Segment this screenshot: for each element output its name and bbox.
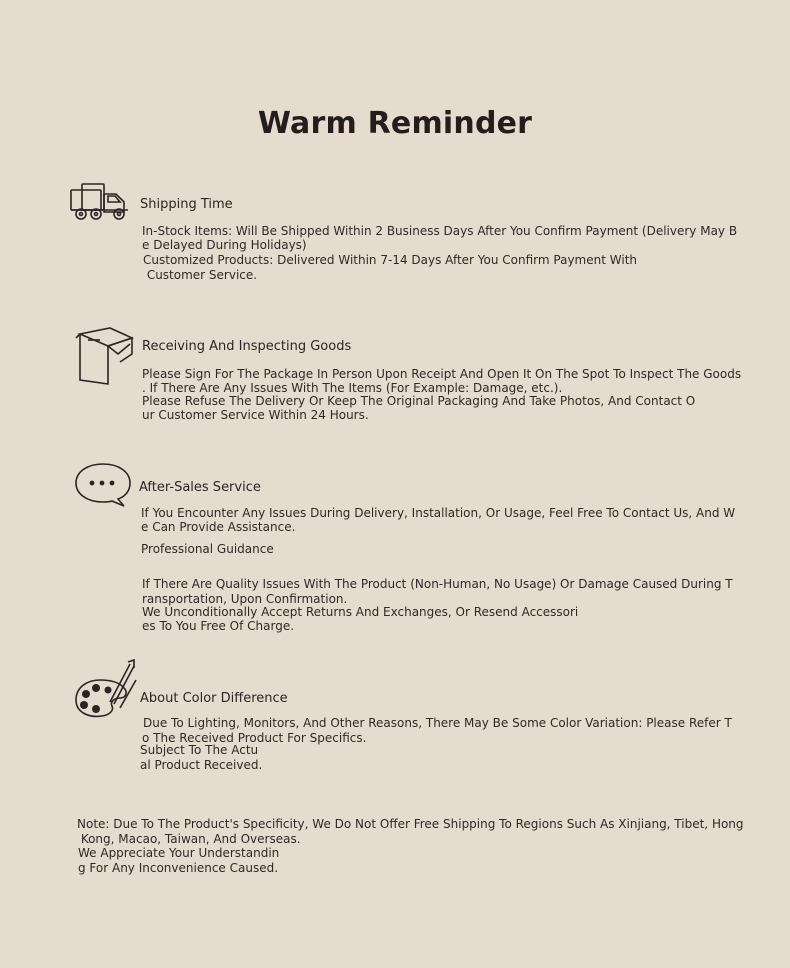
note-text-line: Note: Due To The Product's Specificity, We Do Not Offer Free Shipping To Regions Such As Xinjiang, Tibet, Hong [77,817,744,831]
note-text-line: Kong, Macao, Taiwan, And Overseas. [77,832,301,846]
section-heading: After-Sales Service [139,480,261,495]
section-text-line: Please Sign For The Package In Person Upon Receipt And Open It On The Spot To Inspect The Goods [142,367,742,381]
section-text-line: In-Stock Items: Will Be Shipped Within 2 Business Days After You Confirm Payment (Delivery May B [142,224,738,238]
section-text-line: ransportation, Upon Confirmation. [142,592,348,606]
section-text-line: Due To Lighting, Monitors, And Other Reasons, There May Be Some Color Variation: Please Refer T [143,716,732,730]
section-text-line: es To You Free Of Charge. [142,619,295,633]
section-text-line: If You Encounter Any Issues During Delivery, Installation, Or Usage, Feel Free To Contact Us, And W [141,506,736,520]
section-text-line: o The Received Product For Specifics. [142,731,367,745]
section-text-line: Customer Service. [143,268,258,282]
section-text-line: We Unconditionally Accept Returns And Exchanges, Or Resend Accessori [142,605,579,619]
section-text-line: e Can Provide Assistance. [141,520,296,534]
chat-bubble-icon [74,462,132,508]
section-text-line: e Delayed During Holidays) [142,238,307,252]
section-text-line: If There Are Quality Issues With The Product (Non-Human, No Usage) Or Damage Caused During T [142,577,733,591]
palette-icon [74,658,140,722]
section-text-line: Subject To The Actu [140,743,259,757]
section-heading: Receiving And Inspecting Goods [142,339,352,354]
section-heading: Shipping Time [140,197,233,212]
page-title: Warm Reminder [257,106,533,141]
section-text-line: al Product Received. [140,758,263,772]
section-text-line: Customized Products: Delivered Within 7-14 Days After You Confirm Payment With [143,253,637,267]
section-heading: About Color Difference [140,691,288,706]
truck-icon [68,182,134,222]
section-text-line: Please Refuse The Delivery Or Keep The Original Packaging And Take Photos, And Contact O [142,394,696,408]
section-text-line: ur Customer Service Within 24 Hours. [142,408,369,422]
note-text-line: We Appreciate Your Understandin [78,846,280,860]
note-text-line: g For Any Inconvenience Caused. [78,861,279,875]
section-text-line: . If There Are Any Issues With The Items (For Example: Damage, etc.). [142,381,563,395]
section-text-line: Professional Guidance [141,542,274,556]
box-icon [74,324,136,388]
